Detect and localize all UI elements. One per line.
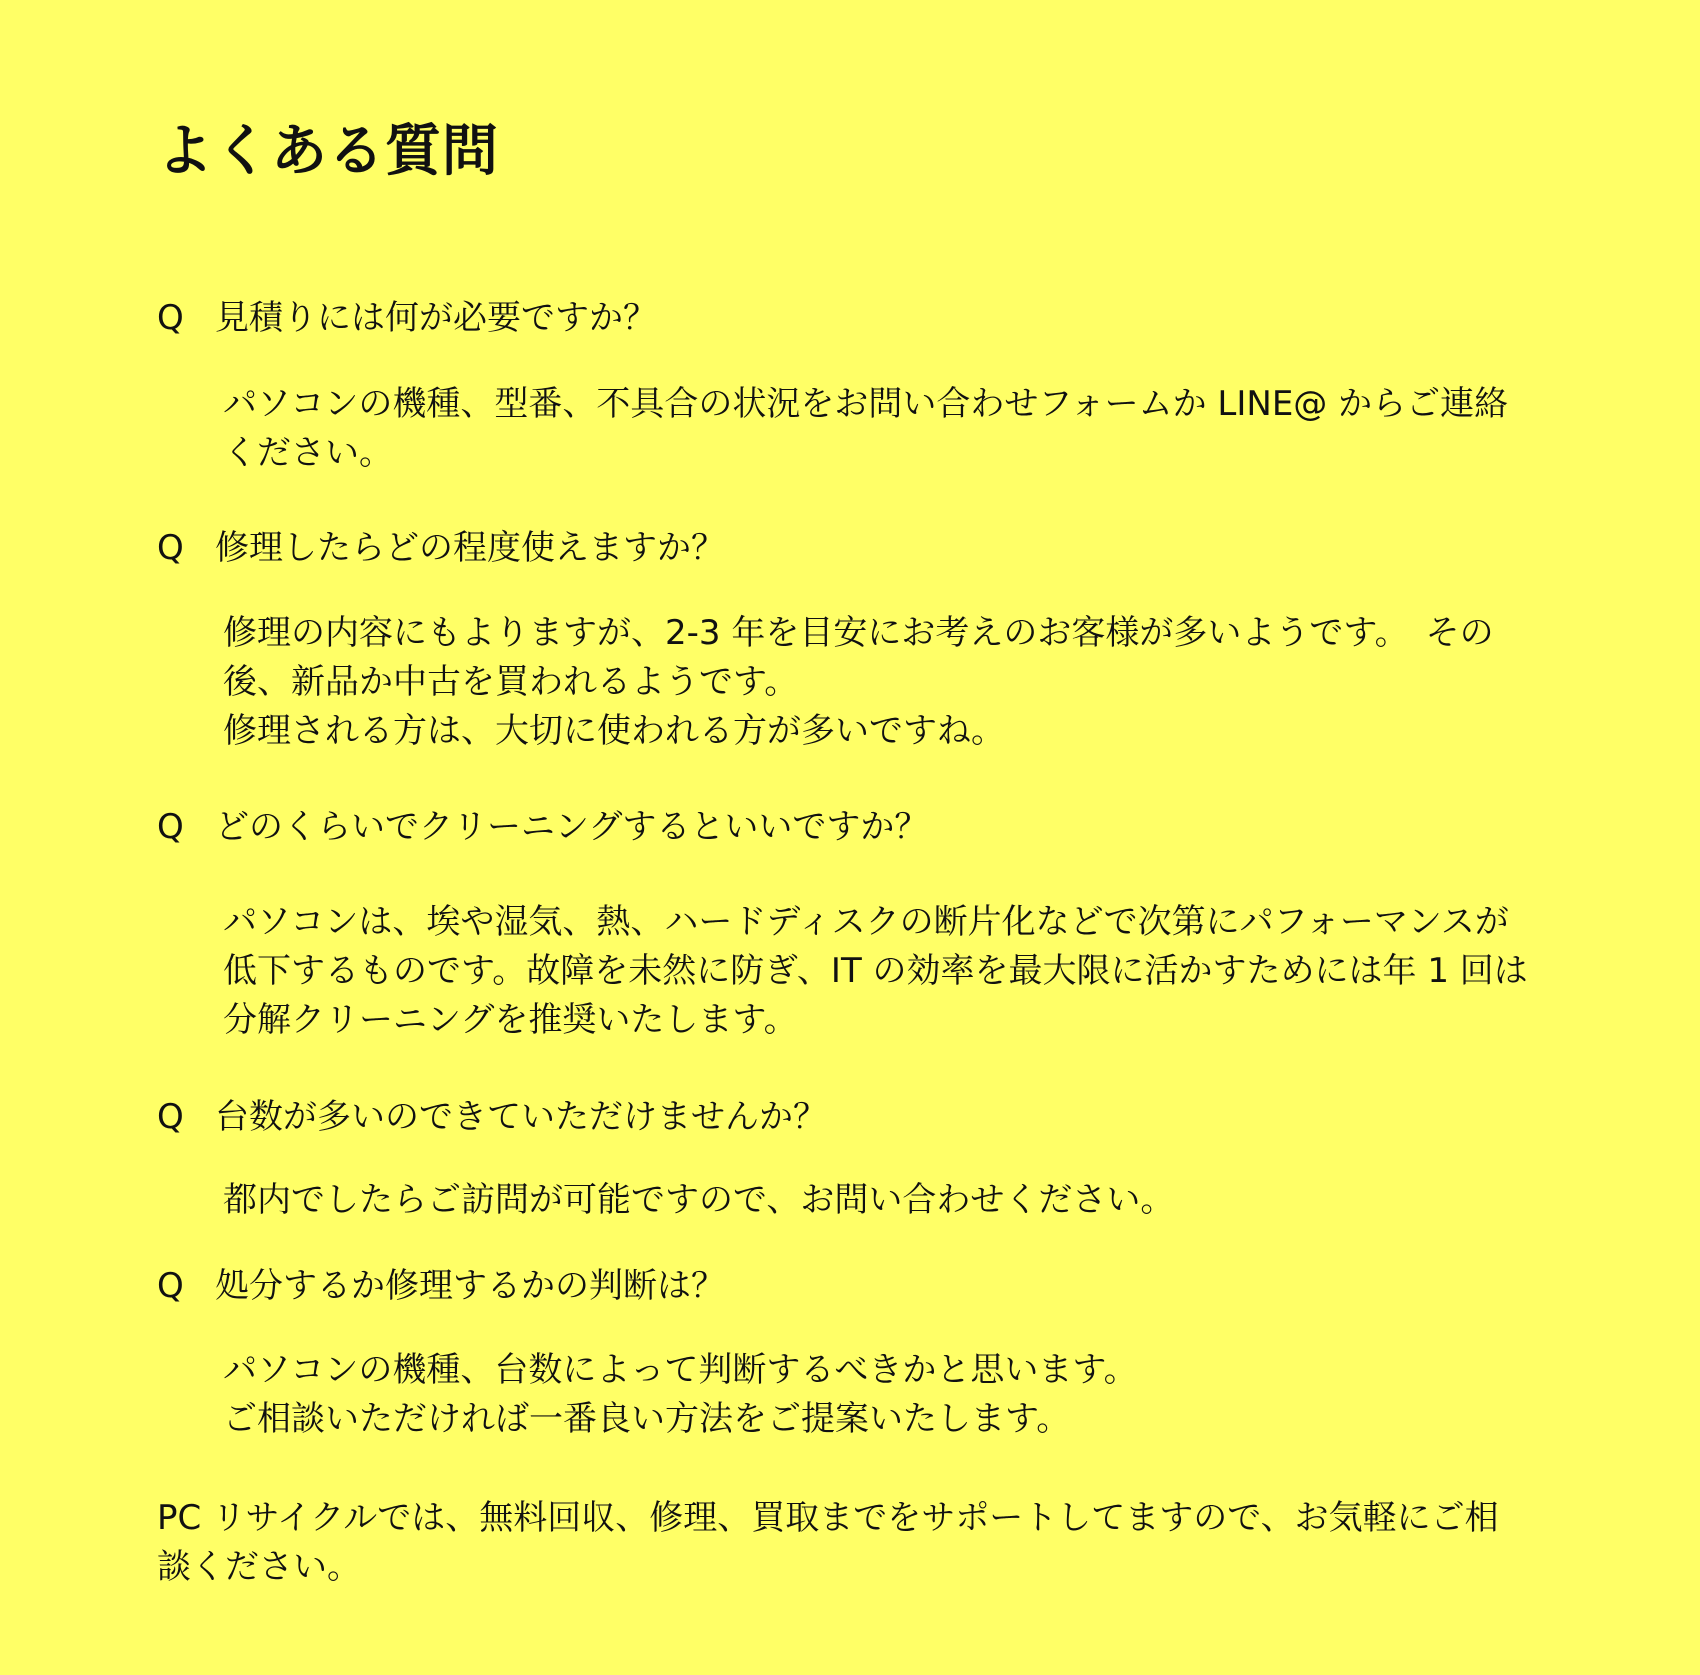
- answer-line: パソコンは、埃や湿気、熱、ハードディスクの断片化などで次第にパフォーマンスが低下するものです。故障を未然に防ぎ、IT の効率を最大限に活かすためには年 1 回は分解クリーニングを推奨いたします。: [223, 902, 1528, 1040]
- q-mark: Q: [157, 1266, 184, 1306]
- faq-question-1: [157, 294, 657, 342]
- question-text: 処分するか修理するかの判断は？: [215, 1266, 725, 1306]
- faq-answer-1: [223, 380, 1533, 478]
- answer-line: 修理される方は、大切に使われる方が多いですね。: [223, 711, 1005, 751]
- question-text: どのくらいでクリーニングするといいですか？: [215, 807, 929, 847]
- answer-line: パソコンの機種、型番、不具合の状況をお問い合わせフォームか LINE@ からご連絡ください。: [223, 384, 1509, 473]
- q-mark: Q: [157, 807, 184, 847]
- page-title: よくある質問: [157, 119, 499, 184]
- q-mark: Q: [157, 528, 184, 568]
- faq-answer-5: [223, 1346, 1533, 1444]
- question-text: 修理したらどの程度使えますか？: [215, 528, 725, 568]
- question-text: 見積りには何が必要ですか？: [215, 298, 657, 338]
- answer-line: パソコンの機種、台数によって判断するべきかと思います。: [223, 1350, 1138, 1390]
- closing-message: PC リサイクルでは、無料回収、修理、買取までをサポートしてますので、お気軽にご相談ください。: [157, 1498, 1499, 1587]
- q-mark: Q: [157, 1097, 184, 1137]
- faq-question-2: [157, 524, 725, 572]
- faq-answer-2: [223, 609, 1533, 756]
- faq-question-4: [157, 1093, 827, 1141]
- faq-answer-4: [223, 1176, 1533, 1225]
- answer-line: ご相談いただければ一番良い方法をご提案いたします。: [223, 1399, 1071, 1439]
- faq-question-5: [157, 1262, 725, 1310]
- faq-answer-3: [223, 898, 1533, 1045]
- question-text: 台数が多いのできていただけませんか？: [215, 1097, 827, 1137]
- q-mark: Q: [157, 298, 184, 338]
- faq-question-3: [157, 803, 928, 851]
- answer-line: 都内でしたらご訪問が可能ですので、お問い合わせください。: [223, 1180, 1175, 1220]
- answer-line: 修理の内容にもよりますが、2-3 年を目安にお考えのお客様が多いようです。 その後、新品か中古を買われるようです。: [223, 613, 1494, 702]
